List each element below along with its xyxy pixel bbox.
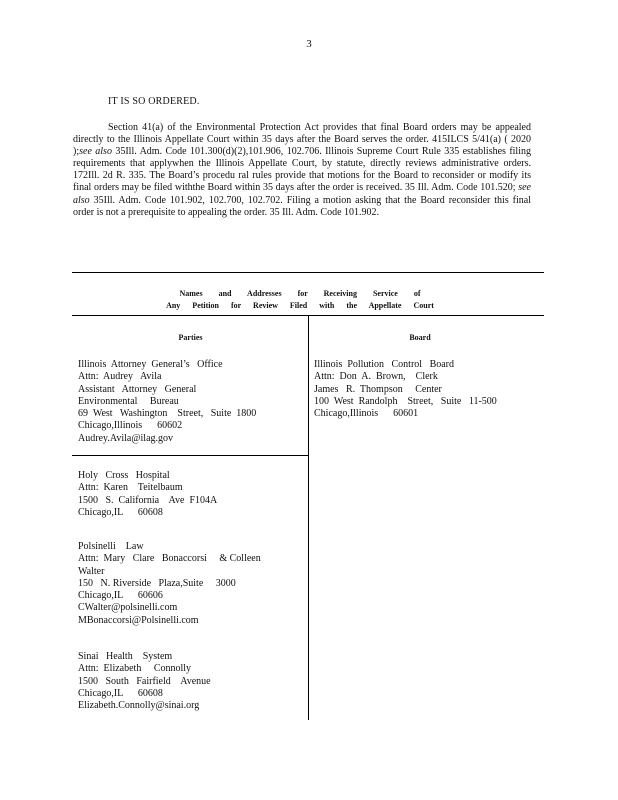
address-line: Attn: Mary Clare Bonaccorsi & Colleen bbox=[78, 553, 261, 565]
address-line: Sinai Health System bbox=[78, 651, 173, 662]
email-address: Audrey.Avila@ilag.gov bbox=[78, 432, 174, 444]
see-also-citation-signal: see also bbox=[79, 146, 112, 158]
see-also-citation-signal: see also bbox=[73, 182, 531, 206]
address-line: Chicago,IL 60606 bbox=[78, 590, 163, 602]
address-line: James R. Thompson Center bbox=[314, 383, 442, 395]
party-address-block bbox=[78, 541, 261, 627]
address-line: Chicago,Illinois 60602 bbox=[78, 420, 183, 432]
column-header-board: Board bbox=[409, 333, 431, 342]
email-address: CWalter@polsinelli.com bbox=[78, 602, 178, 614]
address-line: Attn: Karen Teitelbaum bbox=[78, 482, 183, 494]
column-header-parties: Parties bbox=[178, 333, 203, 342]
party-separator-rule bbox=[72, 455, 308, 456]
address-line: Environmental Bureau bbox=[78, 395, 179, 407]
address-line: 69 West Washington Street, Suite 1800 bbox=[78, 408, 257, 420]
email-address: MBonaccorsi@Polsinelli.com bbox=[78, 614, 199, 626]
address-line: Polsinelli Law bbox=[78, 541, 144, 552]
address-line: 1500 South Fairfield Avenue bbox=[78, 675, 211, 687]
paragraph-text-part-3: 35Ill. Adm. Code 101.902, 102.700, 102.702. Filing a motion asking that the Board reconsider this final order is not a prerequisite to appealing the order. 35 Ill. Adm. Code 101.902. bbox=[73, 194, 531, 218]
address-line: Attn: Don A. Brown, Clerk bbox=[314, 371, 438, 383]
address-line: 150 N. Riverside Plaza,Suite 3000 bbox=[78, 577, 236, 589]
address-line: 1500 S. California Ave F104A bbox=[78, 494, 218, 506]
service-heading-line-1: Names and Addresses for Receiving Service of bbox=[179, 289, 421, 298]
service-heading-line-2: Any Petition for Review Filed with the Appellate Court bbox=[166, 301, 434, 310]
table-top-rule bbox=[72, 272, 544, 273]
paragraph-text-part-1: Section 41(a) of the Environmental Protection Act provides that final Board orders may be appealed directly to the Illinois Appellate Court within 35 days after the Board serves the order. 415ILCS 5/41(a) ( 2020 ); bbox=[73, 122, 531, 158]
address-line: Attn: Elizabeth Connolly bbox=[78, 663, 192, 675]
column-divider bbox=[308, 316, 309, 720]
party-address-block bbox=[78, 359, 256, 445]
paragraph-text-part-2: 35Ill. Adm. Code 101.300(d)(2),101.906, 102.706. Illinois Supreme Court Rule 335 establishes filing requirements that applywhen the Illinois Appellate Court, by statute, directly reviews administrative orders. 172Ill. 2d R. 335. The Board’s procedu ral rules provide that motions for the Board to reconsider or modify its final orders may be filed withthe Board within 35 days after the order is received. 35 Ill. Adm. Code 101.520; bbox=[73, 146, 531, 194]
party-address-block bbox=[78, 470, 217, 519]
service-table-heading bbox=[150, 288, 450, 312]
board-address-block bbox=[314, 359, 497, 420]
address-line: Holy Cross Hospital bbox=[78, 470, 170, 481]
page-number: 3 bbox=[306, 38, 312, 50]
address-line: Chicago,IL 60608 bbox=[78, 506, 163, 518]
address-line: Walter bbox=[78, 565, 105, 577]
appeal-rights-paragraph bbox=[73, 122, 531, 219]
address-line: Illinois Attorney General’s Office bbox=[78, 359, 223, 370]
email-address: Elizabeth.Connolly@sinai.org bbox=[78, 700, 200, 712]
address-line: Illinois Pollution Control Board bbox=[314, 359, 455, 370]
address-line: 100 West Randolph Street, Suite 11-500 bbox=[314, 395, 497, 407]
address-line: Chicago,IL 60608 bbox=[78, 687, 163, 699]
address-line: Assistant Attorney General bbox=[78, 383, 197, 395]
ordered-statement: IT IS SO ORDERED. bbox=[108, 96, 200, 107]
address-line: Attn: Audrey Avila bbox=[78, 371, 162, 383]
party-address-block bbox=[78, 651, 211, 712]
address-line: Chicago,Illinois 60601 bbox=[314, 408, 419, 420]
